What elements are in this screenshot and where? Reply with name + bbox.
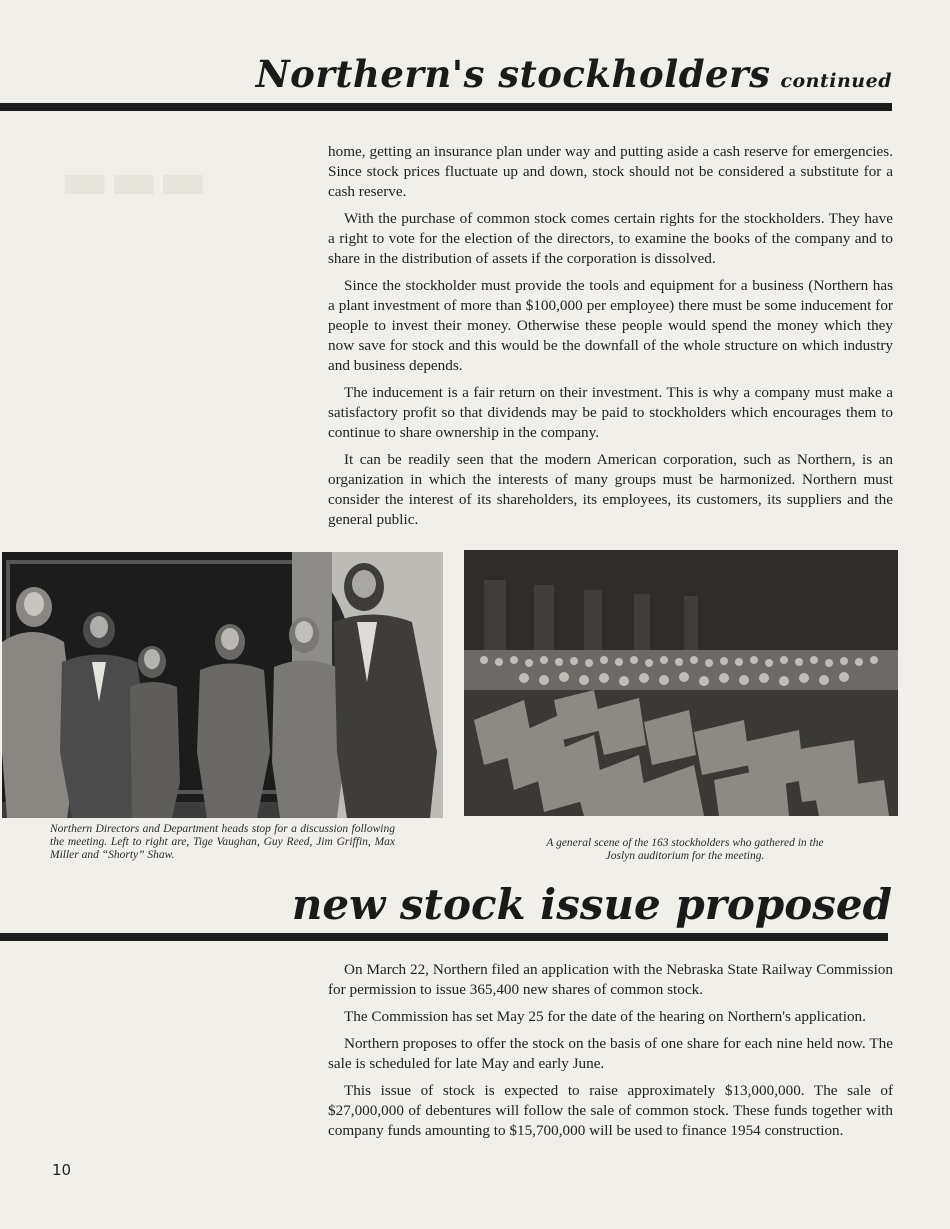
page-title [256,52,892,96]
article-paragraph: The inducement is a fair return on their investment. This is why a company must make a satisfactory profit so that dividends may be paid to stockholders which encourages them to continue to share ownership in the company. [328,384,893,441]
section-title: new stock issue proposed [291,880,892,929]
section-paragraph: This issue of stock is expected to raise approximately $13,000,000. The sale of $27,000,000 of debentures will follow the sale of common stock. These funds together with company funds amounting to $15,700,000 will be used to finance 1954 construction. [328,1082,893,1139]
section-body [328,960,893,1148]
directors-photo-caption: Northern Directors and Department heads stop for a discussion following the meeting. Left to right are, Tige Vaughan, Guy Reed, Jim Griffin, Max Miller and “Shorty” Shaw. [50,823,395,861]
show-through-mark: ▬▬▬ [60,150,208,211]
article-paragraph: It can be readily seen that the modern American corporation, such as Northern, is an organization in which the interests of many groups must be harmonized. Northern must consider the interest of its shareholders, its employees, its customers, its suppliers and the general public. [328,451,893,528]
header-rule [0,103,892,111]
section-paragraph: The Commission has set May 25 for the date of the hearing on Northern's application. [344,1008,866,1025]
page-title-text: Northern's stockholders [255,52,771,96]
page-number: 10 [52,1161,72,1179]
article-body [328,142,893,537]
article-paragraph: Since the stockholder must provide the tools and equipment for a business (Northern has a plant investment of more than $100,000 per employee) there must be some inducement for people to invest their money. Otherwise these people would spend the money which they now save for stock and this would be the downfall of the whole structure on which industry and business depends. [328,277,893,374]
article-paragraph: With the purchase of common stock comes certain rights for the stockholders. They have a right to vote for the election of the directors, to examine the books of the company and to share in the distribution of assets if the corporation is dissolved. [328,210,893,267]
continued-label: continued [780,70,892,92]
article-paragraph: home, getting an insurance plan under way and putting aside a cash reserve for emergencies. Since stock prices fluctuate up and down, stock should not be considered a substitute for a cash reserve. [328,143,893,200]
directors-photo [2,552,443,818]
section-paragraph: Northern proposes to offer the stock on the basis of one share for each nine held now. The sale is scheduled for late May and early June. [328,1035,893,1072]
section-rule [0,933,888,941]
section-paragraph: On March 22, Northern filed an application with the Nebraska State Railway Commission for permission to issue 365,400 new shares of common stock. [328,961,893,998]
auditorium-photo [464,550,898,816]
auditorium-photo-caption: A general scene of the 163 stockholders who gathered in the Joslyn auditorium for the meeting. [546,837,824,862]
